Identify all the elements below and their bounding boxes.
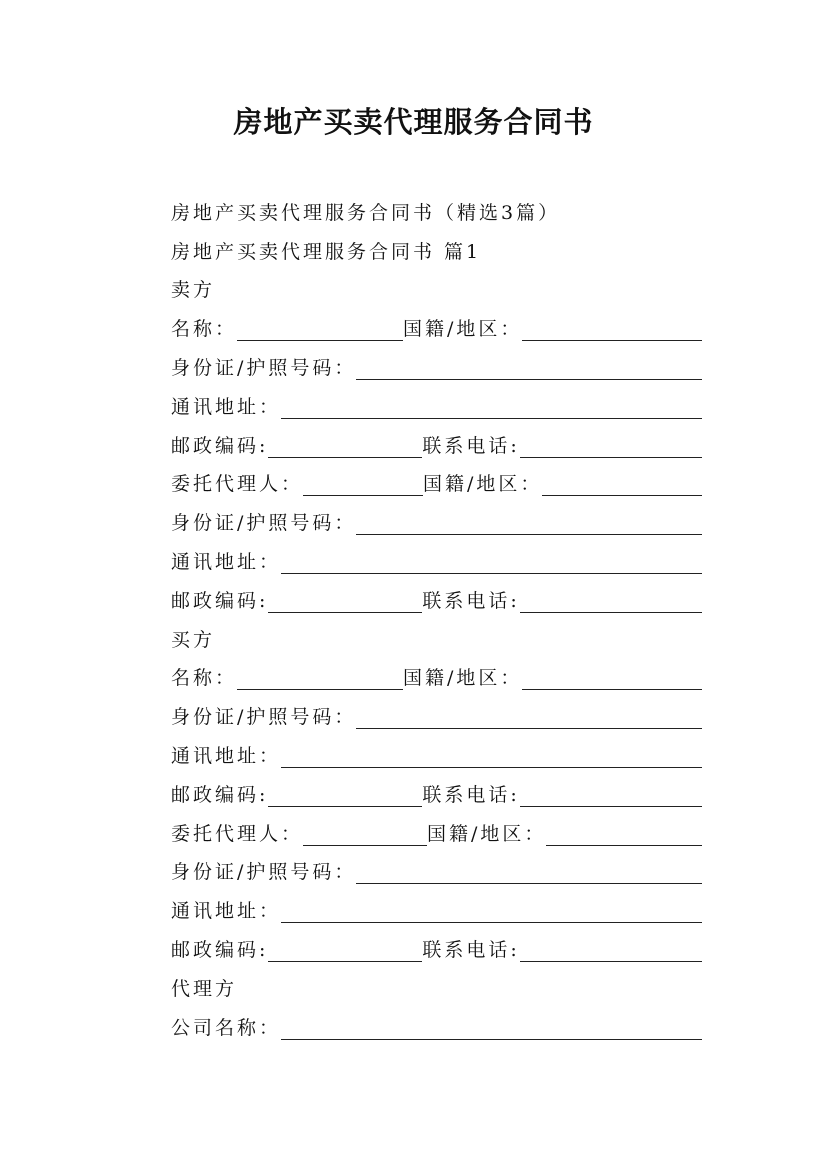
seller-id-field[interactable]	[356, 357, 702, 380]
seller-agent-address-field[interactable]	[281, 551, 702, 574]
buyer-name-field[interactable]	[237, 667, 403, 690]
name-label: 名称：	[171, 667, 238, 690]
buyer-agent-field[interactable]	[303, 823, 427, 846]
nationality-label: 国籍/地区：	[427, 822, 547, 845]
buyer-agent-id-row	[171, 852, 702, 891]
buyer-agent-address-field[interactable]	[281, 900, 702, 923]
name-label: 名称：	[171, 318, 238, 341]
id-label: 身份证/护照号码：	[171, 357, 357, 380]
nationality-label: 国籍/地区：	[403, 318, 523, 341]
seller-agent-row	[171, 464, 702, 503]
seller-nationality-field[interactable]	[522, 318, 702, 341]
postcode-label: 邮政编码:	[171, 939, 269, 962]
address-label: 通讯地址：	[171, 395, 282, 418]
phone-label: 联系电话:	[422, 589, 520, 612]
agency-company-row	[171, 1007, 702, 1046]
id-label: 身份证/护照号码：	[171, 706, 357, 729]
buyer-name-row	[171, 658, 702, 697]
seller-agent-postcode-row	[171, 580, 702, 619]
buyer-id-row	[171, 696, 702, 735]
buyer-agent-nationality-field[interactable]	[546, 823, 702, 846]
section-heading: 房地产买卖代理服务合同书 篇1	[171, 240, 482, 263]
seller-agent-phone-field[interactable]	[520, 590, 702, 613]
buyer-postcode-field[interactable]	[268, 784, 422, 807]
seller-name-field[interactable]	[237, 318, 403, 341]
address-label: 通讯地址：	[171, 551, 282, 574]
seller-agent-address-row	[171, 541, 702, 580]
agent-label: 委托代理人：	[171, 822, 304, 845]
nationality-label: 国籍/地区：	[423, 473, 543, 496]
seller-heading: 卖方	[171, 279, 216, 302]
id-label: 身份证/护照号码：	[171, 861, 357, 884]
seller-agent-id-row	[171, 502, 702, 541]
postcode-label: 邮政编码:	[171, 589, 269, 612]
buyer-address-field[interactable]	[281, 745, 702, 768]
seller-agent-field[interactable]	[303, 473, 423, 496]
subtitle-line: 房地产买卖代理服务合同书（精选3篇）	[171, 201, 561, 224]
address-label: 通讯地址：	[171, 745, 282, 768]
postcode-label: 邮政编码:	[171, 783, 269, 806]
buyer-agent-id-field[interactable]	[356, 861, 702, 884]
buyer-nationality-field[interactable]	[522, 667, 702, 690]
seller-address-row	[171, 386, 702, 425]
seller-agent-postcode-field[interactable]	[268, 590, 422, 613]
company-label: 公司名称：	[171, 1016, 282, 1039]
agent-label: 委托代理人：	[171, 473, 304, 496]
buyer-agent-postcode-row	[171, 929, 702, 968]
agency-company-field[interactable]	[281, 1017, 702, 1040]
phone-label: 联系电话:	[422, 783, 520, 806]
seller-address-field[interactable]	[281, 396, 702, 419]
agency-heading: 代理方	[171, 977, 238, 1000]
seller-postcode-row	[171, 425, 702, 464]
buyer-agent-postcode-field[interactable]	[268, 939, 422, 962]
phone-label: 联系电话:	[422, 939, 520, 962]
buyer-phone-field[interactable]	[520, 784, 702, 807]
buyer-address-row	[171, 735, 702, 774]
phone-label: 联系电话:	[422, 434, 520, 457]
buyer-agent-phone-field[interactable]	[520, 939, 702, 962]
buyer-agent-address-row	[171, 890, 702, 929]
seller-postcode-field[interactable]	[268, 435, 422, 458]
buyer-agent-row	[171, 813, 702, 852]
id-label: 身份证/护照号码：	[171, 512, 357, 535]
nationality-label: 国籍/地区：	[403, 667, 523, 690]
document-body	[171, 192, 702, 1046]
address-label: 通讯地址：	[171, 900, 282, 923]
postcode-label: 邮政编码:	[171, 434, 269, 457]
buyer-postcode-row	[171, 774, 702, 813]
buyer-heading: 买方	[171, 628, 216, 651]
seller-agent-nationality-field[interactable]	[542, 473, 702, 496]
seller-agent-id-field[interactable]	[356, 512, 702, 535]
seller-phone-field[interactable]	[520, 435, 702, 458]
seller-name-row	[171, 308, 702, 347]
buyer-id-field[interactable]	[356, 706, 702, 729]
document-title: 房地产买卖代理服务合同书	[233, 105, 594, 139]
seller-id-row	[171, 347, 702, 386]
